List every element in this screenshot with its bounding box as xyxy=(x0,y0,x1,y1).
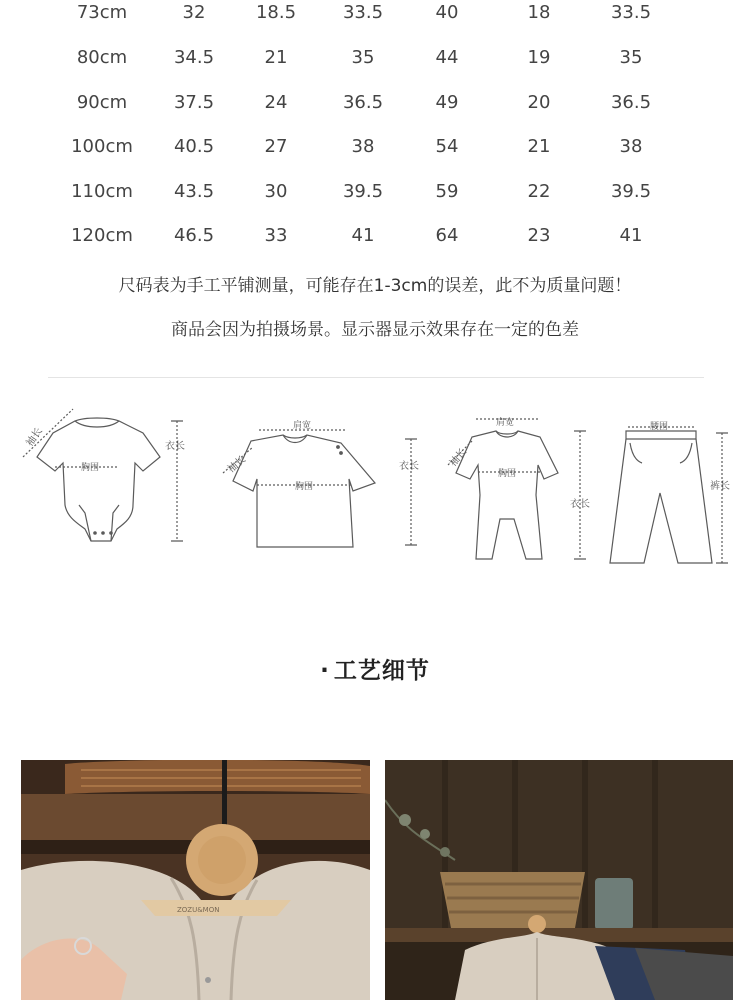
romper-chest-label: 胸围 xyxy=(81,463,100,473)
size-cell: 54 xyxy=(435,136,459,157)
size-cell: 34.5 xyxy=(173,47,215,68)
size-cell: 18.5 xyxy=(255,2,297,23)
section-title-text: 工艺细节 xyxy=(333,658,430,684)
color-note: 商品会因为拍摄场景。显示器显示效果存在一定的色差 xyxy=(171,320,579,340)
detail-photo-right xyxy=(385,760,733,1000)
romper-length-label: 衣长 xyxy=(165,441,185,452)
tshirt-chest-label: 胸围 xyxy=(295,482,314,492)
size-cell: 32 xyxy=(182,2,206,23)
hanger-brand-text: ZOZU&MON xyxy=(177,906,220,914)
size-cell: 59 xyxy=(435,181,459,202)
jumpsuit-sleeve-label: 袖长 xyxy=(447,446,470,469)
tshirt-sleeve-label: 袖长 xyxy=(225,454,249,476)
size-cell: 37.5 xyxy=(173,92,215,113)
size-cell: 38 xyxy=(619,136,643,157)
size-cell: 36.5 xyxy=(342,92,384,113)
size-cell-height: 90cm xyxy=(76,92,128,113)
size-cell-height: 80cm xyxy=(76,47,128,68)
size-row xyxy=(0,0,750,28)
size-cell: 43.5 xyxy=(173,181,215,202)
romper-sleeve-label: 袖长 xyxy=(24,426,45,449)
size-cell: 49 xyxy=(435,92,459,113)
size-cell: 27 xyxy=(264,136,288,157)
romper-diagram xyxy=(15,395,195,555)
size-row xyxy=(0,132,750,162)
pants-waist-label: 腰围 xyxy=(650,422,669,432)
size-cell: 41 xyxy=(619,225,643,246)
divider xyxy=(48,377,704,378)
size-row xyxy=(0,221,750,251)
size-cell-height: 73cm xyxy=(76,2,128,23)
jumpsuit-shoulder-label: 肩宽 xyxy=(496,418,515,428)
pants-diagram xyxy=(600,395,745,570)
size-cell-height: 110cm xyxy=(71,181,133,202)
size-cell: 44 xyxy=(435,47,459,68)
size-cell: 18 xyxy=(527,2,551,23)
size-cell: 35 xyxy=(351,47,375,68)
detail-photo-left xyxy=(21,760,370,1000)
size-row xyxy=(0,43,750,73)
tshirt-shoulder-label: 肩宽 xyxy=(293,421,312,431)
tshirt-length-label: 衣长 xyxy=(399,461,419,472)
jumpsuit-diagram xyxy=(440,395,605,570)
pants-length-label: 裤长 xyxy=(710,481,730,492)
size-cell: 23 xyxy=(527,225,551,246)
size-cell: 38 xyxy=(351,136,375,157)
size-cell: 33 xyxy=(264,225,288,246)
size-cell: 30 xyxy=(264,181,288,202)
size-cell: 39.5 xyxy=(342,181,384,202)
jumpsuit-length-label: 衣长 xyxy=(570,499,590,510)
size-row xyxy=(0,88,750,118)
size-cell: 33.5 xyxy=(342,2,384,23)
size-row xyxy=(0,177,750,207)
size-cell-height: 100cm xyxy=(71,136,133,157)
size-cell: 46.5 xyxy=(173,225,215,246)
size-cell: 21 xyxy=(527,136,551,157)
measurement-note: 尺码表为手工平铺测量，可能存在1-3cm的误差，此不为质量问题！ xyxy=(118,276,632,296)
size-cell: 20 xyxy=(527,92,551,113)
size-cell: 21 xyxy=(264,47,288,68)
size-cell: 40 xyxy=(435,2,459,23)
size-cell-height: 120cm xyxy=(71,225,133,246)
jumpsuit-chest-label: 胸围 xyxy=(498,469,517,479)
craft-detail-title xyxy=(0,652,750,685)
size-cell: 35 xyxy=(619,47,643,68)
size-cell: 41 xyxy=(351,225,375,246)
tshirt-diagram xyxy=(215,395,420,555)
size-cell: 39.5 xyxy=(610,181,652,202)
size-cell: 22 xyxy=(527,181,551,202)
title-bullet: · xyxy=(320,658,330,684)
size-cell: 33.5 xyxy=(610,2,652,23)
size-cell: 19 xyxy=(527,47,551,68)
size-cell: 24 xyxy=(264,92,288,113)
size-cell: 40.5 xyxy=(173,136,215,157)
size-cell: 64 xyxy=(435,225,459,246)
size-cell: 36.5 xyxy=(610,92,652,113)
